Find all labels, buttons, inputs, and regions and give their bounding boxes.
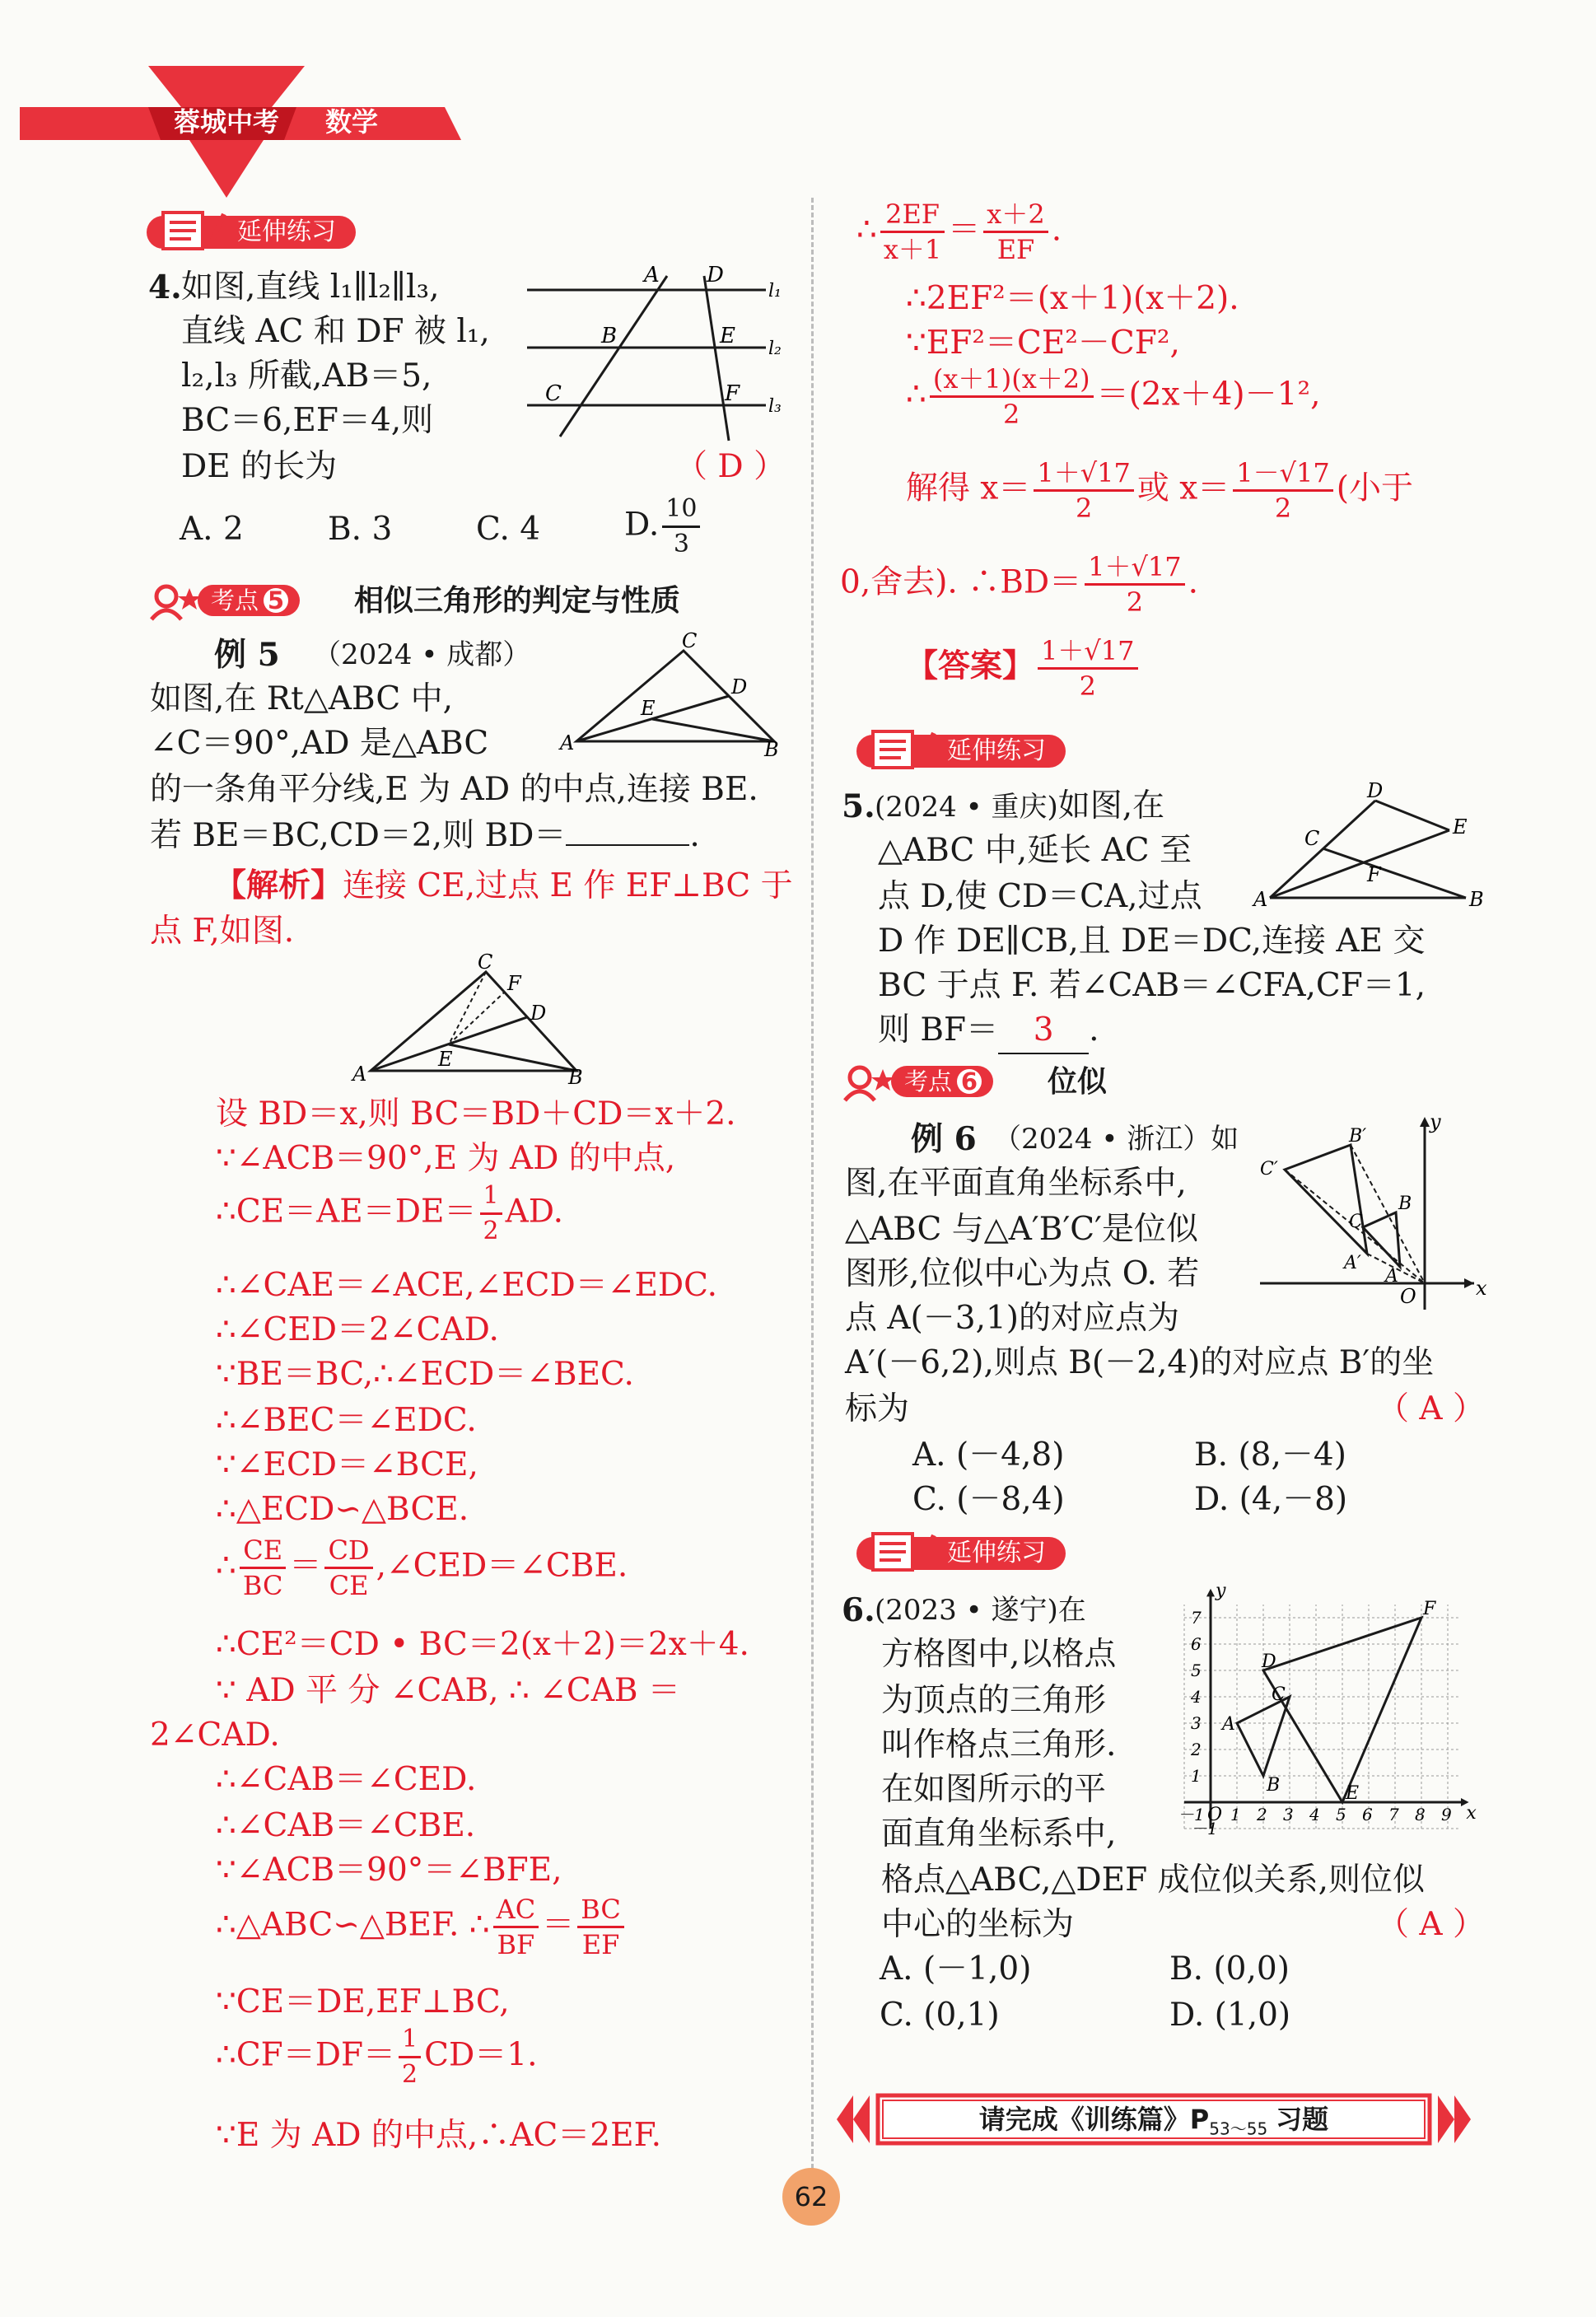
header-subject: 数学 (325, 106, 379, 138)
q6-option-d: D. (1,0) (1169, 1997, 1291, 2034)
q6-y-tick: 6 (1191, 1634, 1202, 1654)
q5-line-4: D 作 DE∥CB,且 DE＝DC,连接 AE 交 (878, 923, 1426, 960)
ex6-answer: （ A ） (1377, 1390, 1485, 1427)
q6-label-d: D (1262, 1651, 1276, 1672)
q4-line-1: 如图,直线 l₁∥l₂∥l₃, (181, 269, 440, 306)
ex6-label-c2: C′ (1260, 1159, 1278, 1180)
q6-label-b: B (1267, 1775, 1281, 1796)
q5-answer: 3 (998, 1008, 1089, 1054)
q6-line-4: 在如图所示的平 (881, 1771, 1107, 1808)
column-divider (811, 198, 814, 2191)
ex5-label-d: D (731, 675, 748, 698)
q6-option-a: A. (－1,0) (880, 1950, 1032, 1988)
q6-line-2: 为顶点的三角形 (881, 1682, 1107, 1719)
q4-line-2: 直线 AC 和 DF 被 l₁, (181, 313, 490, 350)
q6-label-c: C (1272, 1684, 1286, 1705)
q6-x-tick: 2 (1257, 1805, 1267, 1824)
q6-label-e: E (1346, 1783, 1360, 1804)
q6-label-o: O (1207, 1805, 1223, 1825)
q5-label-e: E (1453, 815, 1468, 839)
q4-option-d: D. $\frac{10}{3}$ (624, 493, 703, 561)
q6-x-tick: －1 (1178, 1805, 1205, 1824)
ex5b-label-c: C (478, 951, 493, 974)
header-logo: 蓉城中考 (173, 106, 279, 138)
q5-source: (2024 • 重庆)如图,在 (875, 787, 1165, 824)
q5-line-3: 点 D,使 CD＝CA,过点 (878, 878, 1202, 915)
q5-line-2: △ABC 中,延长 AC 至 (878, 832, 1192, 869)
q6-label-f: F (1423, 1599, 1436, 1619)
q6-y-tick: 3 (1191, 1713, 1202, 1733)
q4-label-e: E (720, 324, 735, 348)
key-point-5: 考点 5 相似三角形的判定与性质 (148, 583, 741, 619)
extend-practice-tag: 延伸练习 (856, 735, 1066, 768)
ex5-label-a: A (560, 731, 575, 754)
book-pen-icon (158, 208, 229, 254)
right-answer: 【答案】 $\frac{1+√17}{2}$ (906, 634, 1141, 703)
q5-label-f: F (1367, 863, 1381, 886)
ex6-source: （2024 • 浙江）如 (993, 1123, 1239, 1156)
ex5-label-e: E (641, 697, 656, 720)
q4-option-a: A. 2 (180, 511, 244, 548)
ex6-label-o: O (1400, 1285, 1416, 1308)
q4-label-l2: l₂ (768, 339, 782, 359)
right-step-4: ∴ $\frac{(x+1)(x+2)}{2}$ ＝(2x＋4)－1², (906, 363, 1321, 430)
ex6-option-b: B. (8,－4) (1194, 1436, 1346, 1474)
ex6-option-d: D. (4,－8) (1194, 1481, 1348, 1518)
q6-y-tick: －1 (1191, 1819, 1218, 1838)
q4-line-4: BC＝6,EF＝4,则 (181, 402, 434, 439)
right-step-5: 解得 x＝ $\frac{1+√17}{2}$ 或 x＝ $\frac{1-√17}{2}$ (小于 (906, 457, 1413, 524)
ex5-step-10: ∴ $\frac{CE}{BC}$ ＝ $\frac{CD}{CE}$ ,∠CED＝∠CBE. (216, 1535, 628, 1601)
q4-option-b: B. 3 (328, 511, 393, 548)
ex5-step-3: ∴CE＝AE＝DE＝ $\frac{1}{2}$ AD. (216, 1181, 564, 1245)
q4-line-3: l₂,l₃ 所截,AB＝5, (181, 357, 432, 395)
q4-figure (519, 264, 791, 453)
page-number: 62 (782, 2168, 840, 2226)
q6-line-3: 叫作格点三角形. (881, 1726, 1117, 1763)
right-step-1: ∴ $\frac{2EF}{x+1}$ ＝ $\frac{x+2}{EF}$ . (856, 199, 1062, 265)
ex5-line-3: 的一条角平分线,E 为 AD 的中点,连接 BE. (150, 771, 758, 808)
ex5b-label-e: E (438, 1048, 453, 1071)
q6-x-tick: 1 (1230, 1805, 1241, 1824)
ex5-step-15: ∴∠CAB＝∠CBE. (216, 1807, 476, 1844)
ex5-figure (560, 629, 782, 761)
q6-x-tick: 9 (1441, 1805, 1452, 1824)
ex5b-label-a: A (352, 1063, 367, 1086)
ex5-step-11: ∴CE²＝CD • BC＝2(x＋2)＝2x＋4. (216, 1626, 749, 1663)
q4-label-c: C (545, 381, 562, 406)
q6-source: (2023 • 遂宁)在 (875, 1594, 1086, 1627)
q6-x-tick: 3 (1283, 1805, 1294, 1824)
q5-figure (1252, 779, 1499, 914)
y-axis-arrow (1206, 1589, 1215, 1597)
book-pen-icon (868, 1529, 939, 1575)
q4-label-f: F (725, 381, 740, 406)
q4-answer: （ D ） (675, 448, 786, 485)
q6-y-tick: 4 (1191, 1687, 1202, 1707)
ex5-step-1: 设 BD＝x,则 BC＝BD＋CD＝x＋2. (216, 1095, 736, 1133)
q5-line-6: 则 BF＝ 3 . (878, 1008, 1099, 1054)
ex5-line-1: 如图,在 Rt△ABC 中, (150, 680, 454, 717)
q6-label-x: x (1466, 1803, 1477, 1824)
q5-label-b: B (1469, 888, 1484, 911)
q6-figure (1169, 1581, 1477, 1838)
ex5-step-19: ∴CF＝DF＝ $\frac{1}{2}$ CD＝1. (216, 2025, 538, 2089)
ex5-step-9: ∴△ECD∽△BCE. (216, 1491, 469, 1528)
extend-practice-tag: 延伸练习 (856, 1537, 1066, 1570)
ex5-step-16: ∵∠ACB＝90°＝∠BFE, (216, 1852, 562, 1889)
q4-line-5: DE 的长为 (181, 448, 338, 485)
ex5-step-6: ∵BE＝BC,∴∠ECD＝∠BEC. (216, 1356, 634, 1393)
ex5-step-13: 2∠CAD. (150, 1717, 280, 1754)
ex5-step-14: ∴∠CAB＝∠CED. (216, 1761, 477, 1798)
q6-x-tick: 5 (1336, 1805, 1346, 1824)
q6-x-tick: 6 (1362, 1805, 1373, 1824)
ex5-step-4: ∴∠CAE＝∠ACE,∠ECD＝∠EDC. (216, 1267, 718, 1304)
key-point-5-title: 相似三角形的判定与性质 (354, 584, 681, 618)
ex5-source: （2024 • 成都） (313, 638, 531, 671)
q5-label-d: D (1367, 779, 1384, 802)
ex5-analysis-figure (346, 951, 593, 1089)
ex6-line-6: 标为 (845, 1390, 910, 1427)
q6-x-tick: 7 (1388, 1805, 1399, 1824)
ex6-line-3: 图形,位似中心为点 O. 若 (845, 1255, 1200, 1292)
ex6-label-y: y (1430, 1110, 1441, 1133)
extend-practice-tag: 延伸练习 (147, 216, 356, 249)
footer-banner (837, 2092, 1471, 2146)
ex6-line-1: 图,在平面直角坐标系中, (845, 1165, 1187, 1202)
q6-x-tick: 4 (1309, 1805, 1320, 1824)
q6-y-tick: 2 (1191, 1740, 1202, 1759)
q4-label-d: D (707, 263, 724, 287)
ex5b-label-f: F (507, 972, 521, 995)
q6-label-y: y (1216, 1581, 1226, 1601)
ex5-line-2: ∠C＝90°,AD 是△ABC (150, 725, 489, 762)
q4-label-l3: l₃ (768, 396, 782, 417)
ex6-label: 例 6 (911, 1120, 977, 1158)
q6-option-c: C. (0,1) (880, 1997, 1000, 2034)
q6-number: 6. (842, 1591, 875, 1629)
ex6-label-a: A (1385, 1266, 1398, 1287)
ex5-step-12: ∵ AD 平 分 ∠CAB, ∴ ∠CAB ＝ (216, 1672, 680, 1709)
ex6-line-5: A′(－6,2),则点 B(－2,4)的对应点 B′的坐 (845, 1344, 1435, 1381)
right-step-6: 0,舍去). ∴BD＝ $\frac{1+√17}{2}$ . (840, 551, 1199, 618)
ex6-line-4: 点 A(－3,1)的对应点为 (845, 1300, 1180, 1337)
q6-y-tick: 7 (1191, 1608, 1202, 1628)
q5-label-a: A (1253, 888, 1268, 911)
ex6-label-c: C (1349, 1212, 1363, 1232)
q5-label-c: C (1304, 827, 1320, 850)
q6-line-6: 格点△ABC,△DEF 成位似关系,则位似 (881, 1862, 1425, 1899)
q6-answer: （ A ） (1377, 1906, 1485, 1943)
ex5b-label-b: B (568, 1066, 583, 1089)
q4-label-b: B (601, 324, 618, 348)
ex5-step-8: ∵∠ECD＝∠BCE, (216, 1446, 478, 1483)
book-pen-icon (868, 726, 939, 773)
q6-y-tick: 1 (1191, 1766, 1202, 1786)
ex5-analysis-2: 点 F,如图. (150, 913, 295, 950)
ex6-label-b2: B′ (1349, 1126, 1367, 1147)
q4-label-l1: l₁ (768, 281, 782, 301)
footer-banner-text: 请完成《训练篇》$P_{53\sim 55}$ 习题 (978, 2104, 1329, 2139)
ex6-line-2: △ABC 与△A′B′C′是位似 (845, 1211, 1199, 1248)
q6-line-1: 方格图中,以格点 (881, 1636, 1117, 1673)
key-point-6: 考点 6 位似 (842, 1064, 1336, 1100)
q5-number: 5. (842, 787, 875, 825)
ex5-step-20: ∵E 为 AD 的中点,∴AC＝2EF. (216, 2117, 661, 2154)
ex5-label-b: B (764, 738, 779, 761)
q6-line-7: 中心的坐标为 (881, 1906, 1075, 1943)
ex6-option-c: C. (－8,4) (912, 1481, 1065, 1518)
q6-x-tick: 8 (1415, 1805, 1426, 1824)
q4-label-a: A (644, 263, 660, 287)
ex5-line-4: 若 BE＝BC,CD＝2,则 BD＝ . (150, 817, 700, 854)
ex6-label-a2: A′ (1344, 1253, 1361, 1273)
q6-option-b: B. (0,0) (1169, 1950, 1290, 1988)
ex5-step-18: ∵CE＝DE,EF⊥BC, (216, 1983, 510, 2020)
q6-line-5: 面直角坐标系中, (881, 1815, 1117, 1852)
ex5-step-2: ∵∠ACB＝90°,E 为 AD 的中点, (216, 1140, 676, 1177)
q4-number: 4. (148, 269, 182, 306)
ex5-label-c: C (682, 629, 698, 652)
right-step-3: ∵EF²＝CE²－CF², (906, 325, 1180, 362)
ex5-step-17: ∴△ABC∽△BEF. ∴ $\frac{AC}{BF}$ ＝ $\frac{BC}{EF}$ (216, 1893, 628, 1961)
q6-y-tick: 5 (1191, 1661, 1202, 1680)
right-step-2: ∴2EF²＝(x＋1)(x＋2). (906, 280, 1239, 317)
q4-option-c: C. 4 (476, 511, 541, 548)
q5-line-5: BC 于点 F. 若∠CAB＝∠CFA,CF＝1, (878, 967, 1426, 1004)
ex6-label-b: B (1398, 1194, 1412, 1214)
ex5b-label-d: D (530, 1002, 547, 1025)
key-point-6-title: 位似 (1048, 1065, 1108, 1099)
ex6-option-a: A. (－4,8) (912, 1436, 1065, 1474)
ex5-analysis: 【解析】连接 CE,过点 E 作 EF⊥BC 于 (214, 867, 793, 904)
ex5-step-7: ∴∠BEC＝∠EDC. (216, 1402, 477, 1439)
ex5-label: 例 5 (214, 636, 280, 674)
ex6-figure (1252, 1112, 1491, 1318)
ex5-step-5: ∴∠CED＝2∠CAD. (216, 1311, 499, 1348)
ex6-label-x: x (1476, 1277, 1487, 1300)
q6-label-a: A (1222, 1714, 1235, 1735)
